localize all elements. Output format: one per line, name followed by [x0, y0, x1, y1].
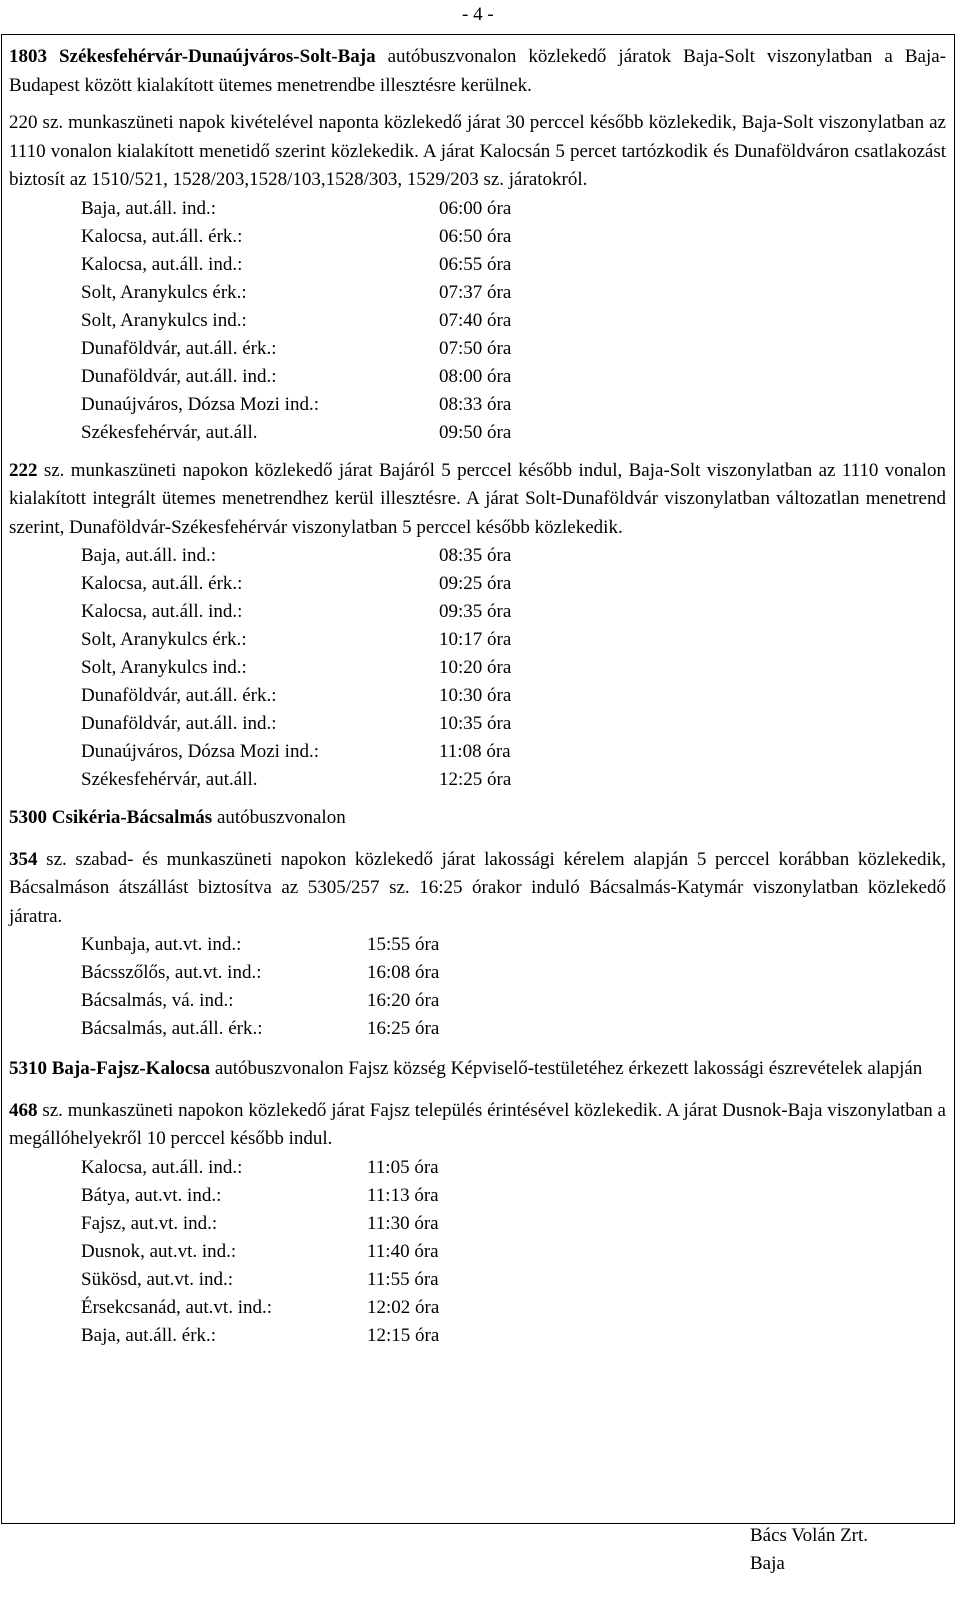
- trip-220-text: sz. munkaszüneti napok kivételével naponta közlekedő járat 30 perccel később közlekedik, Baja-Solt viszonylatban az 1110 vonalon kialakított menetidő szerint közlekedik. A járat Kalocsán 5 percet tartózkodik és Dunaföldváron csatlakozást biztosít az 1510/521, 1528/203,1528/103,1528/303, 1529/203 sz. járatokról.: [9, 112, 946, 190]
- stop-time: 07:37 óra: [439, 281, 512, 303]
- stop-name: Dunaföldvár, aut.áll. ind.:: [81, 713, 277, 734]
- stop-time: 12:15 óra: [367, 1324, 440, 1346]
- schedule-row: [9, 987, 946, 1015]
- stop-time: 10:30 óra: [439, 685, 512, 706]
- schedule-row: [9, 570, 946, 598]
- schedule-354: [9, 931, 946, 1043]
- signature-company: Bács Volán Zrt.: [750, 1525, 869, 1546]
- stop-time: 16:20 óra: [367, 990, 440, 1011]
- schedule-row: [9, 419, 946, 447]
- schedule-row: [9, 598, 946, 626]
- stop-name: Bácsszőlős, aut.vt. ind.:: [81, 962, 262, 983]
- schedule-row: [9, 1266, 946, 1294]
- stop-name: Bácsalmás, aut.áll. érk.:: [81, 1018, 263, 1039]
- stop-name: Kunbaja, aut.vt. ind.:: [81, 934, 242, 955]
- stop-time: 11:55 óra: [367, 1268, 439, 1290]
- schedule-row: [9, 251, 946, 279]
- stop-time: 11:08 óra: [439, 741, 511, 762]
- trip-354-text: sz. szabad- és munkaszüneti napokon közlekedő járat lakossági kérelem alapján 5 perccel korábban közlekedik, Bácsalmáson átszállást biztosítva az 5305/257 sz. 16:25 órakor induló Bácsalmás-Katymár viszonylatban közlekedő járatra.: [9, 848, 946, 927]
- trip-222-description: [9, 457, 946, 543]
- line-title-5310: 5310 Baja-Fajsz-Kalocsa: [9, 1058, 211, 1079]
- trip-220-description: [9, 109, 946, 195]
- stop-time: 08:33 óra: [439, 393, 512, 415]
- stop-time: 15:55 óra: [367, 934, 440, 955]
- schedule-row: [9, 1154, 946, 1182]
- stop-time: 08:35 óra: [439, 545, 512, 566]
- stop-name: Solt, Aranykulcs ind.:: [81, 309, 247, 331]
- schedule-row: [9, 654, 946, 682]
- trip-468-text: sz. munkaszüneti napokon közlekedő járat Fajsz település érintésével közlekedik. A járat Dusnok-Baja viszonylatban a megállóhelyekről 10 perccel később indul.: [9, 1099, 946, 1149]
- stop-name: Fajsz, aut.vt. ind.:: [81, 1212, 218, 1234]
- stop-time: 09:25 óra: [439, 573, 512, 594]
- trip-354-number: 354: [9, 848, 38, 870]
- stop-name: Solt, Aranykulcs érk.:: [81, 281, 247, 303]
- schedule-row: [9, 1322, 946, 1350]
- section-1803-text: autóbuszvonalon közlekedő járatok Baja-Solt viszonylatban a Baja-Budapest között kialakított ütemes menetrendbe illesztésre kerülnek.: [9, 46, 946, 96]
- schedule-row: [9, 279, 946, 307]
- stop-time: 16:08 óra: [367, 962, 440, 983]
- trip-354-description: [9, 846, 946, 932]
- schedule-row: [9, 1182, 946, 1210]
- stop-name: Dunaföldvár, aut.áll. ind.:: [81, 365, 277, 387]
- stop-name: Solt, Aranykulcs érk.:: [81, 629, 247, 650]
- stop-time: 16:25 óra: [367, 1018, 440, 1039]
- schedule-row: [9, 335, 946, 363]
- stop-name: Baja, aut.áll. érk.:: [81, 1324, 217, 1346]
- trip-222-number: 222: [9, 459, 38, 481]
- stop-name: Dunaföldvár, aut.áll. érk.:: [81, 685, 277, 706]
- schedule-row: [9, 738, 946, 766]
- schedule-row: [9, 766, 946, 794]
- schedule-row: [9, 1015, 946, 1043]
- stop-time: 07:50 óra: [439, 337, 512, 359]
- stop-name: Bácsalmás, vá. ind.:: [81, 990, 234, 1011]
- stop-name: Kalocsa, aut.áll. ind.:: [81, 601, 243, 622]
- stop-name: Kalocsa, aut.áll. érk.:: [81, 573, 243, 594]
- stop-name: Baja, aut.áll. ind.:: [81, 545, 217, 566]
- stop-time: 06:55 óra: [439, 253, 512, 275]
- stop-name: Székesfehérvár, aut.áll.: [81, 769, 258, 790]
- schedule-row: [9, 682, 946, 710]
- stop-time: 09:50 óra: [439, 421, 512, 443]
- schedule-row: [9, 223, 946, 251]
- section-5310-text: autóbuszvonalon Fajsz község Képviselő-testületéhez érkezett lakossági észrevételek alapján: [210, 1058, 923, 1079]
- schedule-222: [9, 542, 946, 794]
- stop-name: Dunaújváros, Dózsa Mozi ind.:: [81, 741, 319, 762]
- schedule-row: [9, 363, 946, 391]
- schedule-row: [9, 959, 946, 987]
- line-title-5300: 5300 Csikéria-Bácsalmás: [9, 807, 213, 828]
- line-title-1803: 1803 Székesfehérvár-Dunaújváros-Solt-Baja: [9, 46, 376, 67]
- stop-name: Kalocsa, aut.áll. ind.:: [81, 253, 243, 275]
- page-number: - 4 -: [462, 4, 494, 25]
- stop-time: 10:20 óra: [439, 657, 512, 678]
- schedule-row: [9, 1210, 946, 1238]
- schedule-row: [9, 626, 946, 654]
- trip-222-text: sz. munkaszüneti napokon közlekedő járat Bajáról 5 perccel később indul, Baja-Solt viszonylatban az 1110 vonalon kialakított integrált ütemes menetrendhez kerül illesztésre. A járat Solt-Dunaföldvár viszonylatban változatlan menetrend szerint, Dunaföldvár-Székesfehérvár viszonylatban 5 perccel később közlekedik.: [9, 459, 946, 538]
- stop-time: 11:05 óra: [367, 1156, 439, 1178]
- stop-time: 09:35 óra: [439, 601, 512, 622]
- schedule-row: [9, 307, 946, 335]
- stop-name: Kalocsa, aut.áll. ind.:: [81, 1156, 243, 1178]
- stop-time: 12:02 óra: [367, 1296, 440, 1318]
- section-5300-heading: [9, 804, 946, 833]
- document-body: [9, 43, 946, 1350]
- stop-time: 11:30 óra: [367, 1212, 439, 1234]
- section-1803-intro: [9, 43, 946, 100]
- stop-time: 10:17 óra: [439, 629, 512, 650]
- stop-time: 11:40 óra: [367, 1240, 439, 1262]
- trip-468-description: [9, 1097, 946, 1154]
- stop-time: 08:00 óra: [439, 365, 512, 387]
- stop-name: Székesfehérvár, aut.áll.: [81, 421, 258, 443]
- stop-time: 07:40 óra: [439, 309, 512, 331]
- schedule-row: [9, 1238, 946, 1266]
- stop-time: 12:25 óra: [439, 769, 512, 790]
- trip-220-number: 220: [9, 112, 38, 133]
- stop-name: Dunaújváros, Dózsa Mozi ind.:: [81, 393, 319, 415]
- schedule-row: [9, 710, 946, 738]
- trip-468-number: 468: [9, 1099, 38, 1121]
- stop-name: Bátya, aut.vt. ind.:: [81, 1184, 222, 1206]
- schedule-468: [9, 1154, 946, 1350]
- stop-name: Solt, Aranykulcs ind.:: [81, 657, 247, 678]
- schedule-row: [9, 542, 946, 570]
- signature-city: Baja: [750, 1553, 785, 1574]
- section-5300-text: autóbuszvonalon: [212, 807, 346, 828]
- stop-name: Dunaföldvár, aut.áll. érk.:: [81, 337, 277, 359]
- stop-name: Kalocsa, aut.áll. érk.:: [81, 225, 243, 247]
- stop-name: Baja, aut.áll. ind.:: [81, 197, 217, 219]
- stop-name: Sükösd, aut.vt. ind.:: [81, 1268, 234, 1290]
- schedule-220: [9, 195, 946, 447]
- schedule-row: [9, 391, 946, 419]
- schedule-row: [9, 195, 946, 223]
- stop-time: 10:35 óra: [439, 713, 512, 734]
- stop-time: 06:00 óra: [439, 197, 512, 219]
- stop-time: 06:50 óra: [439, 225, 512, 247]
- signature-block: [750, 1522, 868, 1578]
- stop-name: Dusnok, aut.vt. ind.:: [81, 1240, 237, 1262]
- schedule-row: [9, 1294, 946, 1322]
- schedule-row: [9, 931, 946, 959]
- section-5310-heading: [9, 1055, 946, 1084]
- stop-name: Érsekcsanád, aut.vt. ind.:: [81, 1296, 273, 1318]
- stop-time: 11:13 óra: [367, 1184, 439, 1206]
